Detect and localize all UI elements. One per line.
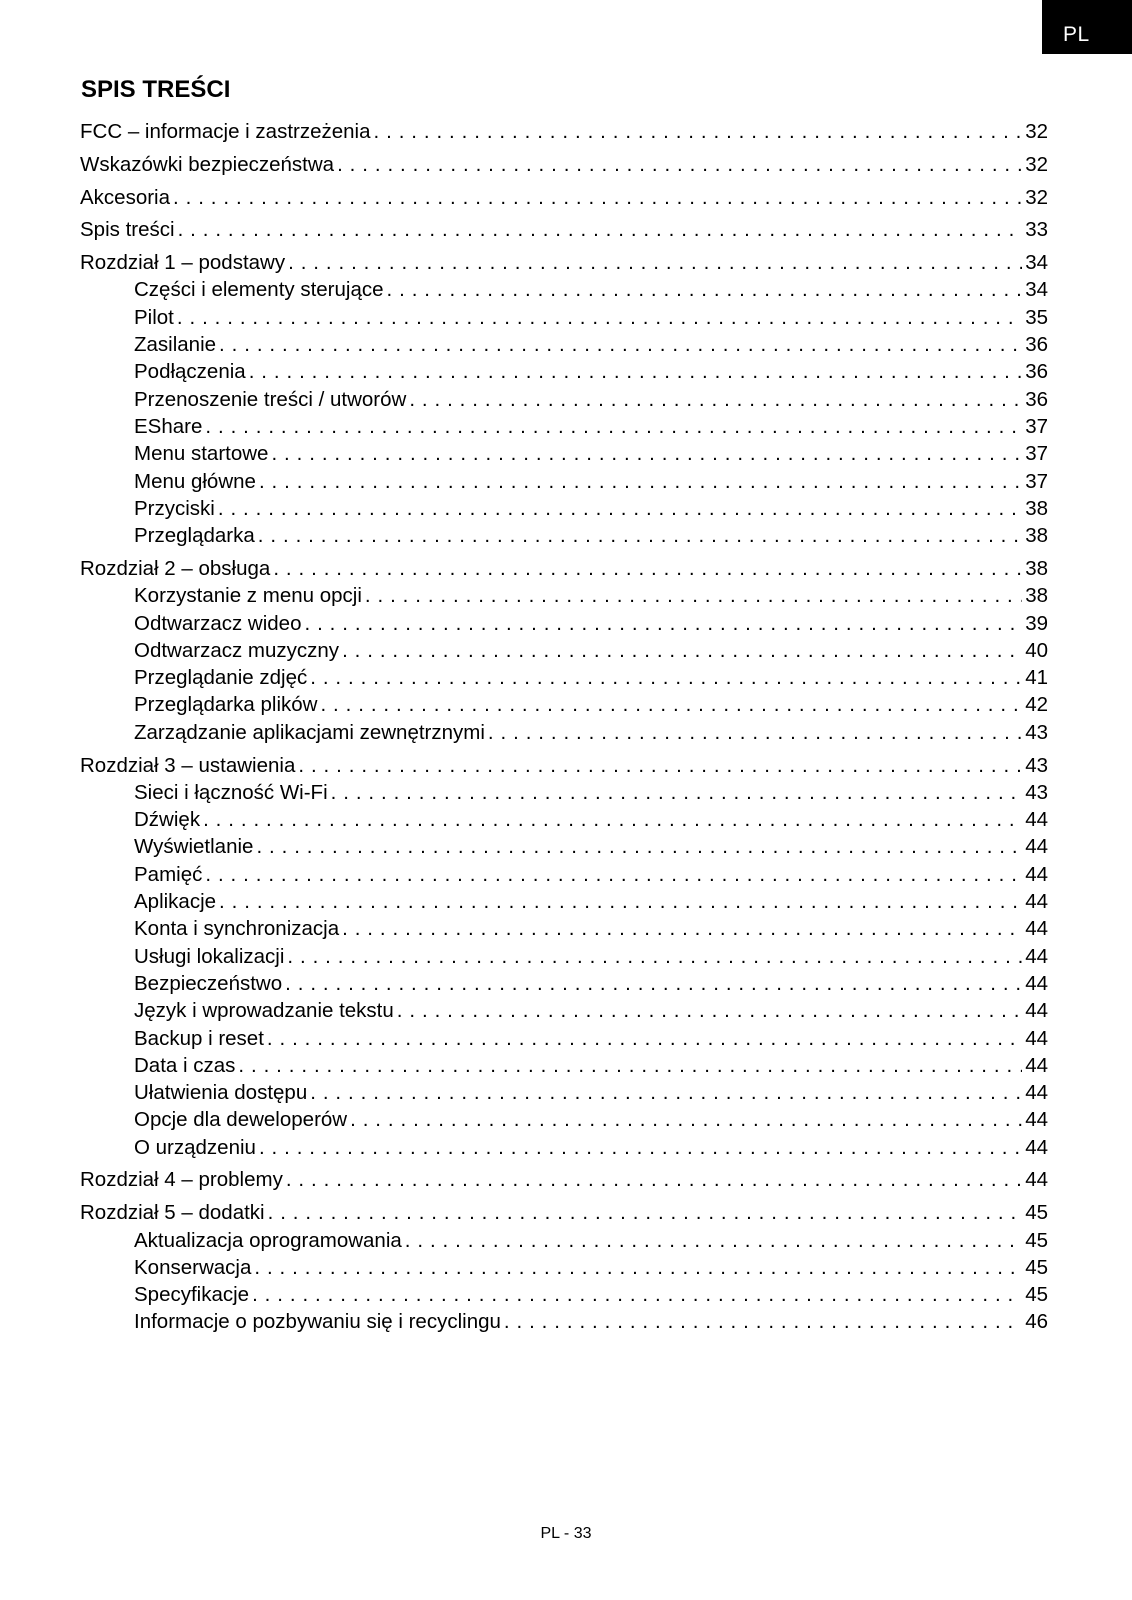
toc-section-entry xyxy=(80,970,1048,997)
toc-entry-title: Pilot xyxy=(134,305,174,329)
dot-leader xyxy=(258,522,1022,549)
toc-section-entry xyxy=(80,915,1048,942)
toc-section-entry xyxy=(80,304,1048,331)
toc-section-entry xyxy=(80,1254,1048,1281)
toc-page-number: 46 xyxy=(1025,1310,1048,1334)
toc-chapter-entry xyxy=(80,752,1048,779)
toc-page-number: 44 xyxy=(1025,944,1048,968)
toc-page-number: 36 xyxy=(1025,333,1048,357)
toc-entry-title: Rozdział 1 – podstawy xyxy=(80,251,286,275)
dot-leader xyxy=(287,943,1022,970)
toc-page-number: 36 xyxy=(1025,360,1048,384)
toc-page-number: 44 xyxy=(1025,890,1048,914)
dot-leader xyxy=(374,118,1023,145)
dot-leader xyxy=(249,358,1022,385)
toc-entry-title: Wyświetlanie xyxy=(134,835,254,859)
dot-leader xyxy=(252,1281,1022,1308)
dot-leader xyxy=(285,970,1022,997)
dot-leader xyxy=(405,1227,1022,1254)
dot-leader xyxy=(238,1052,1022,1079)
toc-section-entry xyxy=(80,779,1048,806)
dot-leader xyxy=(387,276,1023,303)
toc-page-number: 43 xyxy=(1025,753,1048,777)
toc-page-number: 43 xyxy=(1025,780,1048,804)
dot-leader xyxy=(350,1106,1022,1133)
toc-page-number: 44 xyxy=(1025,1081,1048,1105)
toc-entry-title: EShare xyxy=(134,414,203,438)
toc-section-entry xyxy=(80,1106,1048,1133)
toc-section-entry xyxy=(80,861,1048,888)
toc-page-number: 37 xyxy=(1025,442,1048,466)
toc-entry-title: Wskazówki bezpieczeństwa xyxy=(80,152,335,176)
toc-entry-title: Zasilanie xyxy=(134,333,217,357)
toc-page-number: 44 xyxy=(1025,999,1048,1023)
toc-page-number: 32 xyxy=(1025,120,1048,143)
toc-entry-title: FCC – informacje i zastrzeżenia xyxy=(80,120,371,143)
toc-entry-title: Zarządzanie aplikacjami zewnętrznymi xyxy=(134,720,485,744)
toc-entry-title: Specyfikacje xyxy=(134,1283,250,1307)
toc-page-number: 44 xyxy=(1025,971,1048,995)
toc-entry-title: Podłączenia xyxy=(134,360,246,384)
dot-leader xyxy=(337,151,1022,178)
toc-chapter-entry xyxy=(80,249,1048,276)
toc-entry-title: Odtwarzacz wideo xyxy=(134,611,302,635)
toc-page-number: 38 xyxy=(1025,584,1048,608)
toc-entry-title: Informacje o pozbywaniu się i recyclingu xyxy=(134,1310,501,1334)
dot-leader xyxy=(178,216,1023,243)
toc-page-number: 36 xyxy=(1025,387,1048,411)
toc-section-entry xyxy=(80,691,1048,718)
toc-section-entry xyxy=(80,610,1048,637)
dot-leader xyxy=(320,691,1022,718)
dot-leader xyxy=(342,637,1022,664)
toc-section-entry xyxy=(80,495,1048,522)
toc-page-number: 34 xyxy=(1025,251,1048,275)
toc-page-number: 44 xyxy=(1025,1168,1048,1192)
dot-leader xyxy=(310,1079,1022,1106)
toc-section-entry xyxy=(80,719,1048,746)
toc-page-number: 38 xyxy=(1025,524,1048,548)
dot-leader xyxy=(205,861,1022,888)
toc-chapter-entry xyxy=(80,118,1048,145)
toc-page-number: 40 xyxy=(1025,638,1048,662)
toc-page-number: 33 xyxy=(1025,218,1048,242)
toc-page-number: 42 xyxy=(1025,693,1048,717)
table-of-contents xyxy=(80,118,1048,1336)
toc-page-number: 44 xyxy=(1025,808,1048,832)
toc-page-number: 32 xyxy=(1025,152,1048,176)
toc-entry-title: Części i elementy sterujące xyxy=(134,278,384,302)
toc-entry-title: Pamięć xyxy=(134,862,203,886)
dot-leader xyxy=(342,915,1022,942)
page-number-footer: PL - 33 xyxy=(540,1525,592,1542)
language-tab: PL xyxy=(1042,0,1132,54)
dot-leader xyxy=(397,997,1022,1024)
toc-section-entry xyxy=(80,1227,1048,1254)
toc-section-entry xyxy=(80,1281,1048,1308)
toc-page-number: 45 xyxy=(1025,1228,1048,1252)
toc-entry-title: Przeglądanie zdjęć xyxy=(134,666,308,690)
toc-chapter-entry xyxy=(80,1166,1048,1193)
toc-entry-title: Rozdział 2 – obsługa xyxy=(80,556,271,580)
toc-entry-title: Opcje dla deweloperów xyxy=(134,1108,348,1132)
toc-page-number: 44 xyxy=(1025,1026,1048,1050)
dot-leader xyxy=(203,806,1022,833)
toc-entry-title: O urządzeniu xyxy=(134,1135,256,1159)
toc-section-entry xyxy=(80,806,1048,833)
toc-section-entry xyxy=(80,943,1048,970)
toc-section-entry xyxy=(80,1052,1048,1079)
dot-leader xyxy=(288,249,1022,276)
dot-leader xyxy=(365,582,1022,609)
toc-page-number: 45 xyxy=(1025,1201,1048,1225)
toc-entry-title: Konta i synchronizacja xyxy=(134,917,340,941)
toc-section-entry xyxy=(80,1025,1048,1052)
toc-chapter-entry xyxy=(80,216,1048,243)
toc-page-number: 43 xyxy=(1025,720,1048,744)
toc-page-number: 38 xyxy=(1025,556,1048,580)
toc-entry-title: Dźwięk xyxy=(134,808,201,832)
dot-leader xyxy=(219,888,1022,915)
toc-page-number: 35 xyxy=(1025,305,1048,329)
toc-entry-title: Akcesoria xyxy=(80,185,171,209)
toc-entry-title: Aktualizacja oprogramowania xyxy=(134,1228,402,1252)
dot-leader xyxy=(310,664,1022,691)
toc-section-entry xyxy=(80,276,1048,303)
dot-leader xyxy=(254,1254,1022,1281)
dot-leader xyxy=(409,386,1022,413)
dot-leader xyxy=(488,719,1022,746)
toc-section-entry xyxy=(80,1134,1048,1161)
dot-leader xyxy=(259,1134,1022,1161)
toc-page-number: 44 xyxy=(1025,835,1048,859)
toc-section-entry xyxy=(80,468,1048,495)
toc-entry-title: Konserwacja xyxy=(134,1255,252,1279)
toc-chapter-entry xyxy=(80,1199,1048,1226)
toc-section-entry xyxy=(80,582,1048,609)
toc-entry-title: Bezpieczeństwo xyxy=(134,971,283,995)
toc-entry-title: Usługi lokalizacji xyxy=(134,944,285,968)
toc-section-entry xyxy=(80,522,1048,549)
toc-page-number: 37 xyxy=(1025,469,1048,493)
toc-page-number: 37 xyxy=(1025,414,1048,438)
dot-leader xyxy=(304,610,1022,637)
toc-entry-title: Data i czas xyxy=(134,1053,236,1077)
toc-entry-title: Backup i reset xyxy=(134,1026,264,1050)
dot-leader xyxy=(177,304,1022,331)
toc-section-entry xyxy=(80,637,1048,664)
toc-page-number: 44 xyxy=(1025,1108,1048,1132)
page-title: SPIS TREŚCI xyxy=(81,76,231,103)
toc-section-entry xyxy=(80,413,1048,440)
dot-leader xyxy=(286,1166,1022,1193)
toc-entry-title: Rozdział 3 – ustawienia xyxy=(80,753,296,777)
toc-chapter-entry xyxy=(80,184,1048,211)
toc-entry-title: Odtwarzacz muzyczny xyxy=(134,638,340,662)
toc-page-number: 34 xyxy=(1025,278,1048,302)
toc-section-entry xyxy=(80,358,1048,385)
dot-leader xyxy=(256,833,1022,860)
toc-entry-title: Aplikacje xyxy=(134,890,217,914)
toc-page-number: 45 xyxy=(1025,1283,1048,1307)
toc-page-number: 32 xyxy=(1025,185,1048,209)
toc-section-entry xyxy=(80,386,1048,413)
toc-page-number: 44 xyxy=(1025,1135,1048,1159)
toc-section-entry xyxy=(80,833,1048,860)
toc-entry-title: Przyciski xyxy=(134,496,215,520)
toc-page-number: 44 xyxy=(1025,862,1048,886)
toc-section-entry xyxy=(80,997,1048,1024)
dot-leader xyxy=(298,752,1022,779)
toc-page-number: 39 xyxy=(1025,611,1048,635)
toc-entry-title: Przeglądarka plików xyxy=(134,693,318,717)
dot-leader xyxy=(268,1199,1023,1226)
toc-entry-title: Sieci i łączność Wi-Fi xyxy=(134,780,328,804)
dot-leader xyxy=(218,495,1022,522)
toc-page-number: 41 xyxy=(1025,666,1048,690)
toc-entry-title: Ułatwienia dostępu xyxy=(134,1081,308,1105)
toc-chapter-entry xyxy=(80,555,1048,582)
toc-chapter-entry xyxy=(80,151,1048,178)
toc-entry-title: Przenoszenie treści / utworów xyxy=(134,387,407,411)
dot-leader xyxy=(331,779,1023,806)
toc-section-entry xyxy=(80,331,1048,358)
toc-entry-title: Rozdział 4 – problemy xyxy=(80,1168,283,1192)
toc-entry-title: Menu główne xyxy=(134,469,256,493)
toc-section-entry xyxy=(80,1308,1048,1335)
toc-section-entry xyxy=(80,1079,1048,1106)
dot-leader xyxy=(504,1308,1022,1335)
toc-section-entry xyxy=(80,664,1048,691)
dot-leader xyxy=(173,184,1022,211)
dot-leader xyxy=(273,555,1022,582)
toc-page-number: 44 xyxy=(1025,917,1048,941)
toc-entry-title: Przeglądarka xyxy=(134,524,255,548)
toc-entry-title: Język i wprowadzanie tekstu xyxy=(134,999,394,1023)
toc-entry-title: Korzystanie z menu opcji xyxy=(134,584,362,608)
toc-page-number: 38 xyxy=(1025,496,1048,520)
toc-entry-title: Menu startowe xyxy=(134,442,269,466)
dot-leader xyxy=(205,413,1022,440)
toc-section-entry xyxy=(80,888,1048,915)
dot-leader xyxy=(271,440,1022,467)
toc-page-number: 44 xyxy=(1025,1053,1048,1077)
dot-leader xyxy=(259,468,1022,495)
toc-entry-title: Spis treści xyxy=(80,218,175,242)
toc-page-number: 45 xyxy=(1025,1255,1048,1279)
toc-section-entry xyxy=(80,440,1048,467)
dot-leader xyxy=(219,331,1022,358)
toc-entry-title: Rozdział 5 – dodatki xyxy=(80,1201,265,1225)
dot-leader xyxy=(267,1025,1022,1052)
